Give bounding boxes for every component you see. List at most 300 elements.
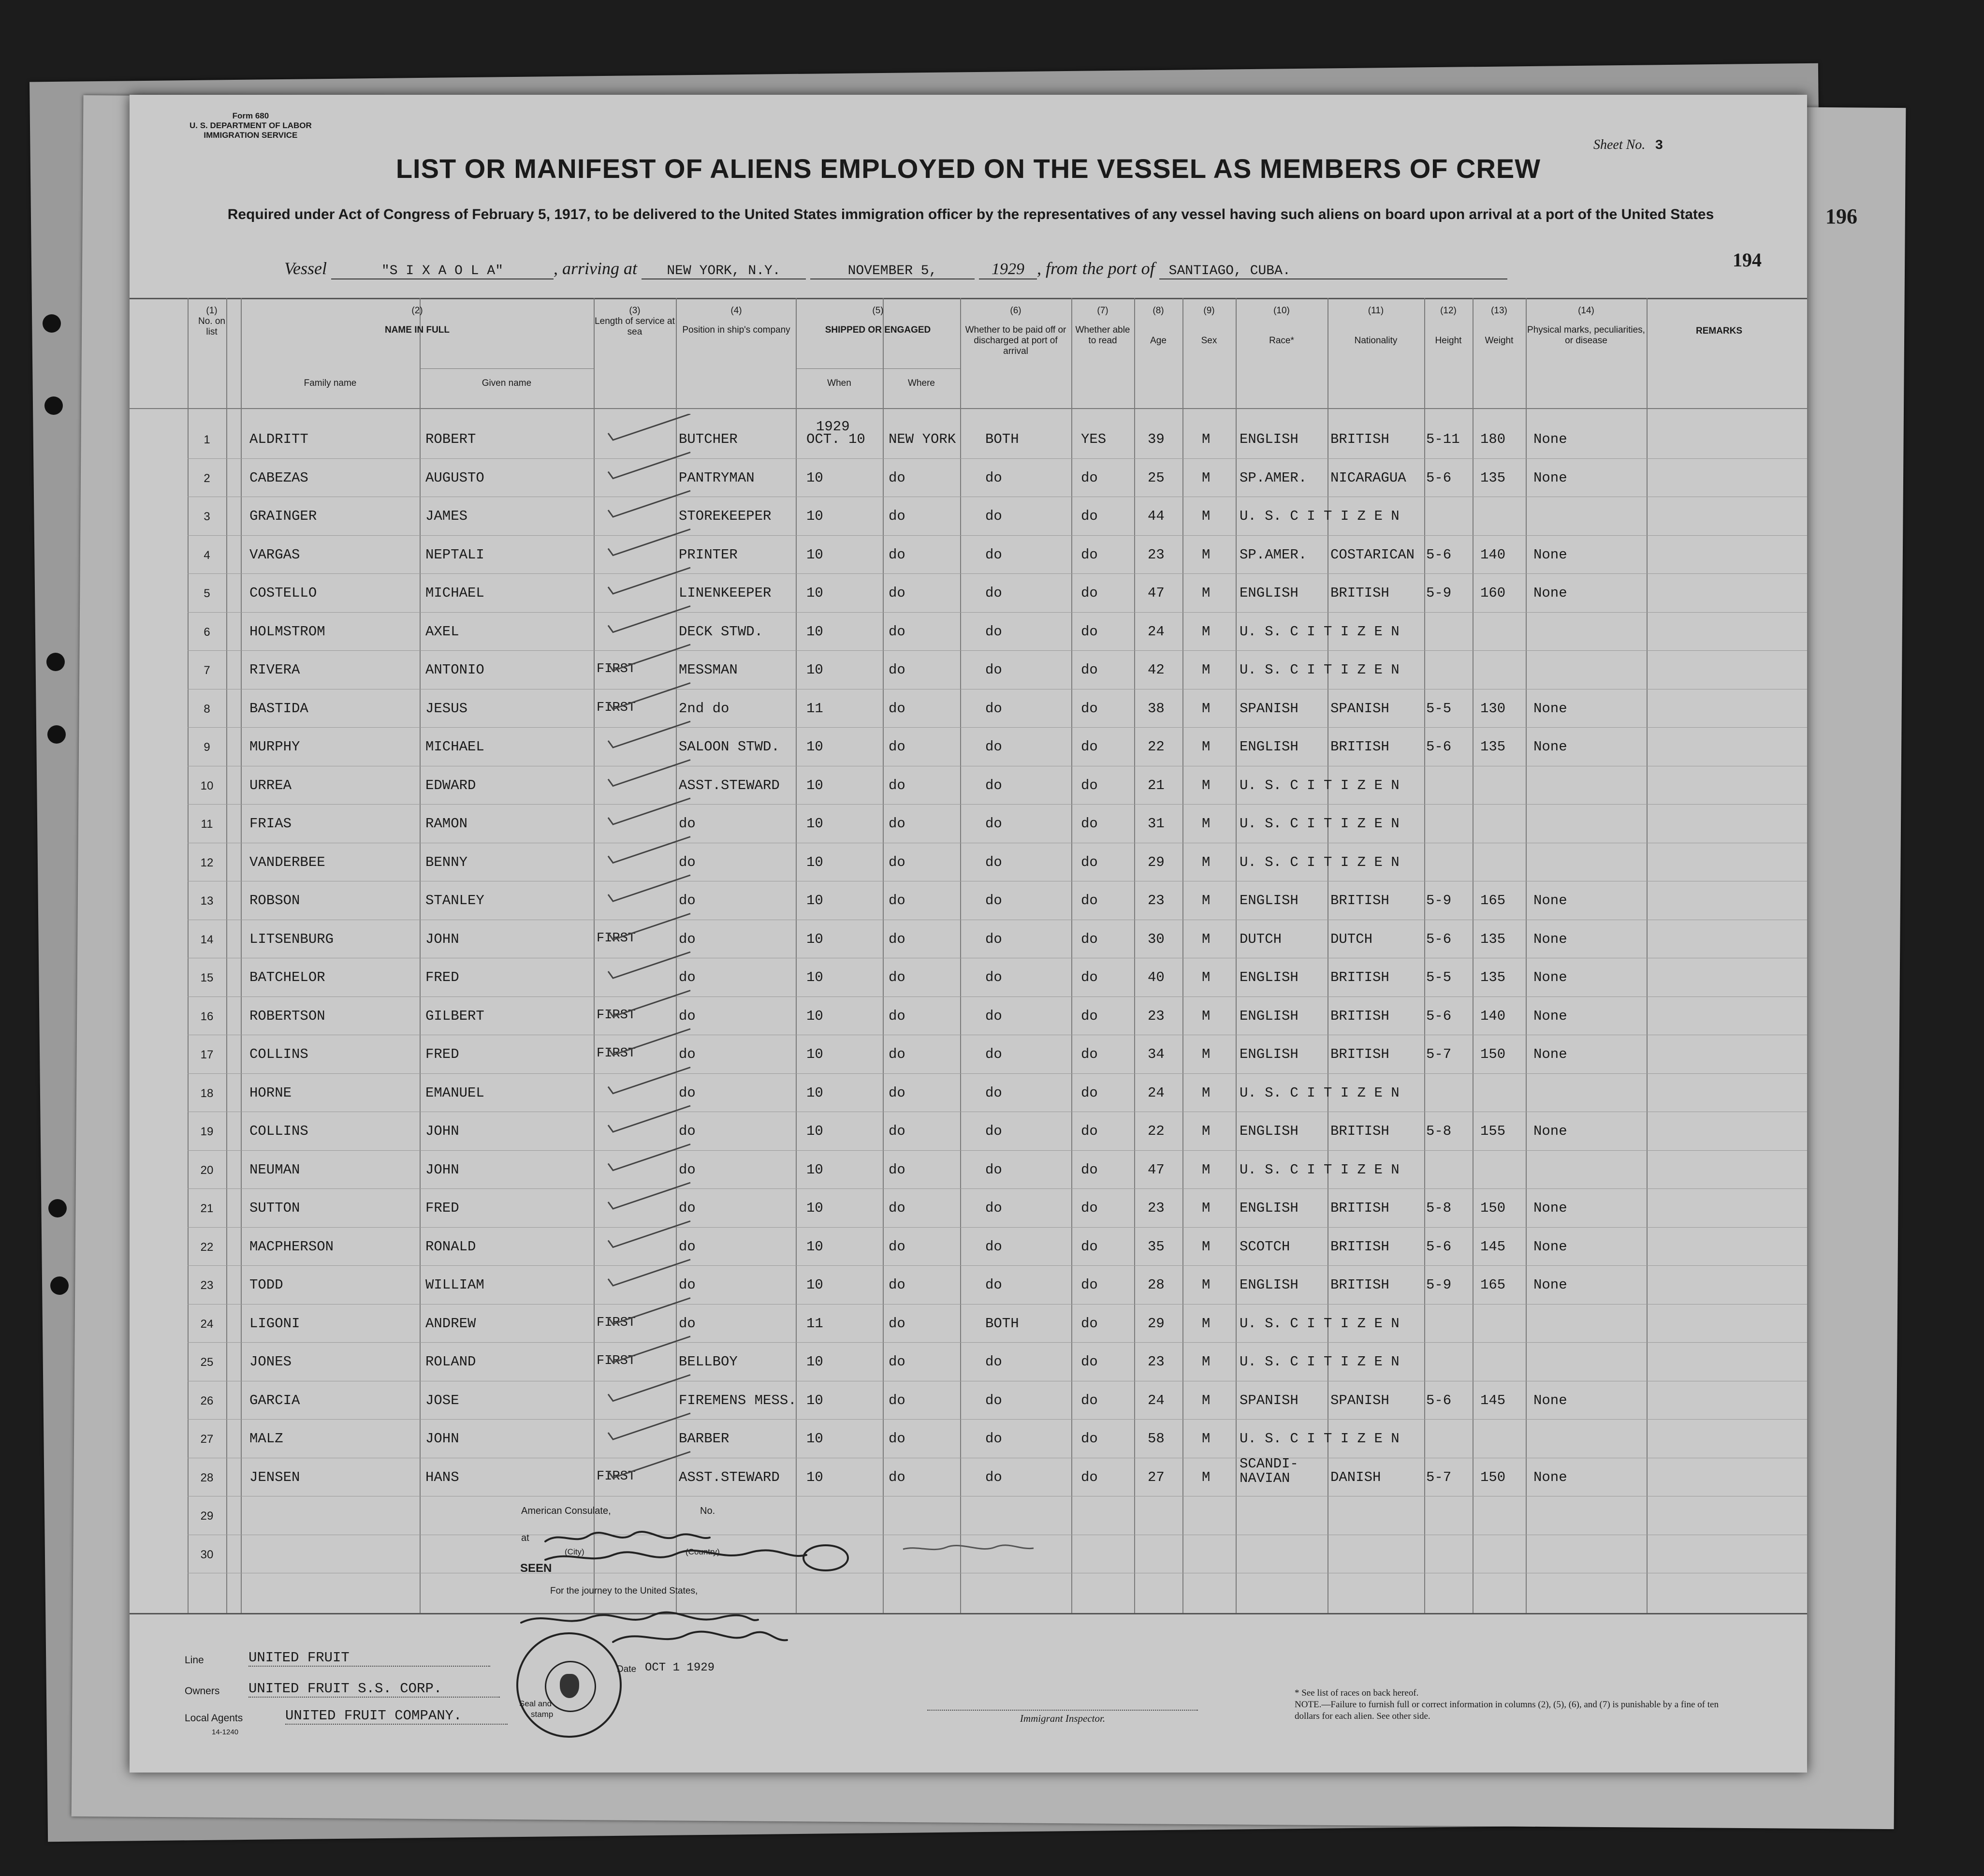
cell-when: 10 [806,1469,823,1485]
cell-position: MESSMAN [679,662,738,678]
cell-family: COSTELLO [249,585,317,601]
punch-hole [47,725,66,744]
cell-read: do [1081,739,1098,755]
cell-family: JONES [249,1354,292,1370]
cell-race: ENGLISH [1240,1123,1298,1139]
cell-weight: 165 [1480,1277,1506,1293]
cell-race: ENGLISH [1240,1277,1298,1293]
cell-race: ENGLISH [1240,1046,1298,1062]
cell-race: ENGLISH [1240,431,1298,447]
cell-family: ALDRITT [249,431,308,447]
cell-marks: None [1533,1277,1567,1293]
cell-age: 42 [1148,662,1165,678]
cell-race: SCOTCH [1240,1238,1290,1255]
row-number: 9 [204,741,210,754]
cell-read: YES [1081,431,1107,447]
punch-hole [48,1199,67,1217]
sheet-number: Sheet No. 3 [1593,137,1663,153]
cell-sex: M [1202,585,1211,601]
cell-family: BASTIDA [249,700,308,717]
cell-race: U. S. C I T I Z E N [1240,1431,1400,1447]
cell-race: U. S. C I T I Z E N [1240,854,1400,870]
cell-where: do [889,777,905,793]
cell-paid: do [985,1277,1002,1293]
cell-when: OCT. 10 [806,431,865,447]
cell-nationality: COSTARICAN [1330,546,1415,563]
cell-when: 10 [806,469,823,486]
cell-age: 22 [1148,1123,1165,1139]
cell-position: do [679,1161,696,1178]
cell-weight: 150 [1480,1200,1506,1216]
cell-family: FRIAS [249,816,292,832]
city-label: (City) [565,1547,584,1556]
cell-race: ENGLISH [1240,739,1298,755]
row-number: 23 [200,1279,214,1292]
cell-given: ANDREW [425,1315,476,1332]
cell-family: VANDERBEE [249,854,325,870]
seen-label: SEEN [520,1562,552,1575]
col-race-header: (10) Race* [1269,306,1294,346]
cell-marks: None [1533,1200,1567,1216]
cell-given: GILBERT [425,1008,484,1024]
handwriting-signatures [516,1526,1193,1739]
cell-where: do [889,585,905,601]
col-nationality-header: (11) Nationality [1354,306,1398,346]
row-number: 22 [200,1240,214,1254]
cell-where: do [889,1431,905,1447]
cell-marks: None [1533,893,1567,909]
cell-position: ASST.STEWARD [679,1469,780,1485]
row-number: 3 [204,510,210,523]
line-label: Line [185,1655,204,1666]
cell-given: FRED [425,1046,459,1062]
page-number-stamp: 196 [1825,205,1857,228]
punch-hole [46,653,65,671]
cell-age: 47 [1148,1161,1165,1178]
cell-when: 11 [806,700,823,717]
cell-given: JOSE [425,1392,459,1408]
cell-position: do [679,1046,696,1062]
cell-nationality: SPANISH [1330,1392,1389,1408]
cell-where: do [889,739,905,755]
cell-read: do [1081,700,1098,717]
row-number: 20 [200,1163,214,1177]
row-number: 12 [200,856,214,869]
cell-weight: 135 [1480,931,1506,947]
cell-position: DECK STWD. [679,623,763,640]
cell-age: 30 [1148,931,1165,947]
cell-marks: None [1533,1392,1567,1408]
cell-weight: 130 [1480,700,1506,717]
row-number: 25 [200,1356,214,1369]
penalty-note: NOTE.—Failure to furnish full or correct information in columns (2), (5), (6), and (7) is punishable by a fine of ten dollars for each alien. See other side. [1295,1700,1719,1721]
cell-sex: M [1202,1123,1211,1139]
cell-when: 10 [806,1354,823,1370]
cell-when: 10 [806,1431,823,1447]
cell-paid: do [985,739,1002,755]
cell-paid: do [985,662,1002,678]
cell-paid: do [985,1238,1002,1255]
cell-family: COLLINS [249,1046,308,1062]
cell-sex: M [1202,1354,1211,1370]
cell-paid: do [985,1161,1002,1178]
cell-when: 10 [806,662,823,678]
cell-position: FIREMENS MESS. [679,1392,797,1408]
cell-where: do [889,969,905,985]
cell-weight: 140 [1480,546,1506,563]
cell-nationality: DANISH [1330,1469,1381,1485]
cell-sex: M [1202,546,1211,563]
cell-height: 5-5 [1426,969,1452,985]
cell-family: NEUMAN [249,1161,300,1178]
cell-when: 11 [806,1315,823,1332]
cell-where: do [889,1238,905,1255]
cell-nationality: BRITISH [1330,739,1389,755]
col-marks-header: (14) Physical marks, peculiarities, or disease [1527,306,1645,346]
col-given-name-header: Given name [481,378,532,388]
cell-read: do [1081,585,1098,601]
row-number: 18 [200,1086,214,1100]
cell-given: JESUS [425,700,468,717]
form-code: 14-1240 [212,1728,239,1736]
cell-read: do [1081,1161,1098,1178]
cell-service: FIRST [597,662,636,676]
cell-position: PRINTER [679,546,738,563]
cell-family: CABEZAS [249,469,308,486]
row-number: 29 [200,1510,214,1523]
cell-race: U. S. C I T I Z E N [1240,1161,1400,1178]
col-paid-off-header: (6) Whether to be paid off or discharged at port of arrival [965,306,1066,356]
cell-sex: M [1202,1008,1211,1024]
cell-when: 10 [806,739,823,755]
row-number: 10 [200,779,214,792]
col-name-header: (2) NAME IN FULL [384,306,450,335]
cell-marks: None [1533,1046,1567,1062]
cell-age: 39 [1148,431,1165,447]
row-number: 4 [204,548,210,562]
cell-position: SALOON STWD. [679,739,780,755]
cell-paid: do [985,1200,1002,1216]
cell-when: 10 [806,1008,823,1024]
cell-age: 22 [1148,739,1165,755]
inspector-label: Immigrant Inspector. [927,1710,1198,1725]
col-where-header: Where [908,378,935,388]
row-number: 30 [200,1548,214,1561]
cell-when: 10 [806,854,823,870]
cell-sex: M [1202,1315,1211,1332]
cell-where: do [889,893,905,909]
cell-given: ANTONIO [425,662,484,678]
cell-where: do [889,1008,905,1024]
cell-read: do [1081,1046,1098,1062]
cell-read: do [1081,1431,1098,1447]
cell-given: AUGUSTO [425,469,484,486]
cell-paid: BOTH [985,1315,1019,1332]
cell-sex: M [1202,893,1211,909]
cell-position: do [679,1277,696,1293]
cell-age: 23 [1148,1200,1165,1216]
cell-weight: 160 [1480,585,1506,601]
arrival-year: 1929 [979,260,1037,279]
cell-given: HANS [425,1469,459,1485]
cell-sex: M [1202,1161,1211,1178]
cell-nationality: BRITISH [1330,585,1389,601]
cell-nationality: DUTCH [1330,931,1373,947]
cell-race: DUTCH [1240,931,1282,947]
row-number: 11 [201,818,213,831]
cell-height: 5-7 [1426,1046,1452,1062]
cell-service: FIRST [597,1046,636,1061]
cell-age: 47 [1148,585,1165,601]
cell-weight: 140 [1480,1008,1506,1024]
cell-height: 5-11 [1426,431,1460,447]
cell-paid: do [985,893,1002,909]
cell-paid: do [985,1085,1002,1101]
cell-where: do [889,1392,905,1408]
cell-paid: do [985,546,1002,563]
cell-where: do [889,1046,905,1062]
vessel-name: "S I X A O L A" [331,264,554,279]
consulate-label: American Consulate, [521,1506,611,1516]
cell-race: SPANISH [1240,700,1298,717]
cell-weight: 155 [1480,1123,1506,1139]
agents-label: Local Agents [185,1713,243,1724]
cell-paid: do [985,508,1002,524]
cell-race: ENGLISH [1240,969,1298,985]
cell-where: do [889,508,905,524]
cell-sex: M [1202,431,1211,447]
row-number: 6 [204,625,210,639]
cell-age: 25 [1148,469,1165,486]
cell-marks: None [1533,585,1567,601]
row-number: 1 [204,433,210,446]
cell-family: LITSENBURG [249,931,334,947]
row-number: 28 [200,1471,214,1484]
cell-family: ROBSON [249,893,300,909]
cell-race: SPANISH [1240,1392,1298,1408]
cell-marks: None [1533,1238,1567,1255]
cell-service: FIRST [597,1469,636,1484]
col-service-header: (3) Length of service at sea [595,306,675,337]
cell-read: do [1081,1123,1098,1139]
cell-age: 23 [1148,1354,1165,1370]
cell-read: do [1081,623,1098,640]
cell-given: RONALD [425,1238,476,1255]
cell-nationality: NICARAGUA [1330,469,1406,486]
cell-given: EMANUEL [425,1085,484,1101]
cell-weight: 145 [1480,1238,1506,1255]
cell-weight: 150 [1480,1469,1506,1485]
cell-given: JOHN [425,1161,459,1178]
cell-service: FIRST [597,1315,636,1330]
cell-read: do [1081,508,1098,524]
cell-service: FIRST [597,1008,636,1023]
cell-paid: do [985,585,1002,601]
cell-nationality: BRITISH [1330,969,1389,985]
cell-height: 5-9 [1426,1277,1452,1293]
cell-race: U. S. C I T I Z E N [1240,508,1400,524]
cell-position: BELLBOY [679,1354,738,1370]
cell-paid: do [985,816,1002,832]
cell-sex: M [1202,739,1211,755]
cell-family: MACPHERSON [249,1238,334,1255]
cell-weight: 150 [1480,1046,1506,1062]
cell-sex: M [1202,469,1211,486]
cell-height: 5-6 [1426,1238,1452,1255]
owners-value: UNITED FRUIT S.S. CORP. [248,1681,500,1698]
cell-marks: None [1533,931,1567,947]
cell-paid: do [985,1392,1002,1408]
cell-family: SUTTON [249,1200,300,1216]
cell-where: do [889,1315,905,1332]
cell-height: 5-9 [1426,893,1452,909]
cell-service: FIRST [597,931,636,946]
cell-position: do [679,854,696,870]
cell-position: STOREKEEPER [679,508,772,524]
cell-age: 35 [1148,1238,1165,1255]
cell-race: U. S. C I T I Z E N [1240,777,1400,793]
cell-sex: M [1202,816,1211,832]
cell-position: BARBER [679,1431,729,1447]
row-number: 16 [200,1010,214,1023]
cell-race: U. S. C I T I Z E N [1240,623,1400,640]
cell-read: do [1081,777,1098,793]
cell-family: MURPHY [249,739,300,755]
cell-age: 29 [1148,1315,1165,1332]
cell-paid: do [985,623,1002,640]
races-note: * See list of races on back hereof. [1295,1688,1419,1698]
row-number: 14 [200,933,214,946]
col-no-header: (1) No. on list [198,306,225,337]
cell-position: BUTCHER [679,431,738,447]
cell-height: 5-7 [1426,1469,1452,1485]
cell-read: do [1081,1200,1098,1216]
cell-family: HOLMSTROM [249,623,325,640]
consulate-seal-icon [516,1632,622,1738]
cell-read: do [1081,546,1098,563]
cell-paid: do [985,1046,1002,1062]
cell-given: MICHAEL [425,585,484,601]
footnote [1295,1687,1730,1722]
col-sex-header: (9) Sex [1201,306,1217,346]
cell-where: do [889,931,905,947]
row-number: 8 [204,702,210,716]
cell-where: do [889,546,905,563]
cell-sex: M [1202,1238,1211,1255]
cell-where: do [889,854,905,870]
cell-weight: 135 [1480,739,1506,755]
manifest-sheet [130,95,1857,1773]
cell-age: 44 [1148,508,1165,524]
cell-sex: M [1202,508,1211,524]
cell-when: 10 [806,777,823,793]
row-number: 2 [204,471,210,485]
cell-race: SCANDI- NAVIAN [1240,1455,1298,1486]
cell-read: do [1081,969,1098,985]
cell-paid: do [985,1008,1002,1024]
cell-race: U. S. C I T I Z E N [1240,1315,1400,1332]
cell-marks: None [1533,469,1567,486]
cell-when: 10 [806,623,823,640]
cell-when: 10 [806,931,823,947]
row-number: 27 [200,1433,214,1446]
cell-position: do [679,1315,696,1332]
cell-position: do [679,1200,696,1216]
cell-given: JOHN [425,931,459,947]
cell-nationality: BRITISH [1330,893,1389,909]
cell-race: ENGLISH [1240,893,1298,909]
cell-where: do [889,816,905,832]
row-number: 15 [200,971,214,984]
cell-position: 2nd do [679,700,729,717]
cell-age: 24 [1148,1085,1165,1101]
col-read-header: (7) Whether able to read [1075,306,1130,346]
cell-given: NEPTALI [425,546,484,563]
cell-age: 27 [1148,1469,1165,1485]
cell-position: PANTRYMAN [679,469,755,486]
cell-marks: None [1533,1123,1567,1139]
cell-when: 10 [806,1277,823,1293]
cell-where: do [889,623,905,640]
cell-paid: do [985,931,1002,947]
cell-marks: None [1533,546,1567,563]
cell-sex: M [1202,1431,1211,1447]
cell-sex: M [1202,1085,1211,1101]
cell-where: NEW YORK [889,431,956,447]
cell-read: do [1081,931,1098,947]
punch-hole [50,1276,69,1295]
departure-port: SANTIAGO, CUBA. [1159,264,1507,279]
row-number: 13 [200,894,214,908]
cell-family: JENSEN [249,1469,300,1485]
cell-given: JOHN [425,1123,459,1139]
cell-when: 10 [806,1200,823,1216]
cell-where: do [889,1354,905,1370]
cell-marks: None [1533,739,1567,755]
cell-position: do [679,969,696,985]
cell-age: 31 [1148,816,1165,832]
cell-nationality: BRITISH [1330,431,1389,447]
vessel-line: Vessel "S I X A O L A" , arriving at NEW YORK, N.Y. NOVEMBER 5, 1929 , from the port of SANTIAGO, CUBA. [284,258,1507,279]
form-identifier: Form 680 U. S. DEPARTMENT OF LABOR IMMIGRATION SERVICE [190,111,312,140]
cell-height: 5-9 [1426,585,1452,601]
cell-family: TODD [249,1277,283,1293]
cell-where: do [889,700,905,717]
cell-weight: 145 [1480,1392,1506,1408]
row-number: 5 [204,587,210,600]
cell-given: BENNY [425,854,468,870]
cell-read: do [1081,1354,1098,1370]
page-number-stamp-2: 194 [1733,249,1762,271]
manifest-subtitle: Required under Act of Congress of February 5, 1917, to be delivered to the United States immigration officer by the representatives of any vessel having such aliens on board upon arrival at a port of the United States [227,206,1714,222]
cell-sex: M [1202,1046,1211,1062]
cell-height: 5-6 [1426,931,1452,947]
cell-paid: do [985,1354,1002,1370]
cell-weight: 135 [1480,469,1506,486]
row-number: 21 [200,1202,214,1215]
cell-read: do [1081,1392,1098,1408]
manifest-title: LIST OR MANIFEST OF ALIENS EMPLOYED ON THE VESSEL AS MEMBERS OF CREW [395,153,1541,184]
cell-family: HORNE [249,1085,292,1101]
cell-nationality: BRITISH [1330,1200,1389,1216]
cell-race: U. S. C I T I Z E N [1240,1085,1400,1101]
cell-given: AXEL [425,623,459,640]
col-height-header: (12) Height [1435,306,1462,346]
cell-paid: do [985,777,1002,793]
cell-when: 10 [806,893,823,909]
row-number: 17 [200,1048,214,1061]
consulate-at-label: at [521,1533,529,1543]
